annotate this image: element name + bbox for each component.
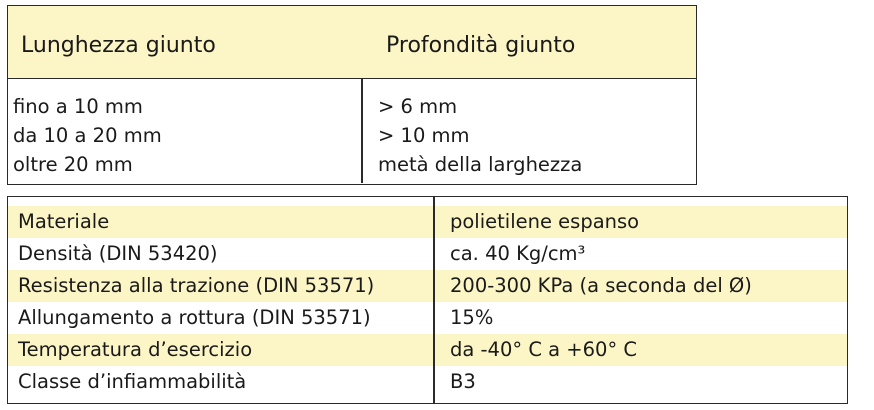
joint-length-cell: da 10 a 20 mm: [13, 124, 162, 147]
property-value: B3: [450, 370, 476, 393]
table-row: [8, 238, 847, 270]
table-row: [8, 302, 847, 334]
joint-table-divider: [361, 78, 363, 183]
joint-table-header: [8, 6, 696, 79]
property-name: Resistenza alla trazione (DIN 53571): [18, 274, 375, 297]
table-row: [8, 270, 847, 302]
table-row: [8, 334, 847, 366]
material-properties-table: [7, 196, 848, 404]
property-value: 15%: [450, 306, 494, 329]
property-name: Allungamento a rottura (DIN 53571): [18, 306, 371, 329]
joint-length-column: [13, 92, 162, 179]
joint-length-header: Lunghezza giunto: [21, 33, 216, 58]
joint-depth-cell: > 10 mm: [378, 124, 470, 147]
property-value: da -40° C a +60° C: [450, 338, 638, 361]
joint-length-cell: oltre 20 mm: [13, 153, 133, 176]
table-row: [8, 206, 847, 238]
property-name: Materiale: [18, 210, 110, 233]
joint-depth-header: Profondità giunto: [386, 33, 576, 58]
properties-table-divider: [433, 197, 435, 403]
property-value: ca. 40 Kg/cm³: [450, 242, 586, 265]
property-value: 200-300 KPa (a seconda del Ø): [450, 274, 752, 297]
joint-depth-cell: metà della larghezza: [378, 153, 583, 176]
joint-depth-column: [378, 92, 582, 179]
joint-depth-cell: > 6 mm: [378, 95, 458, 118]
property-name: Classe d’infiammabilità: [18, 370, 247, 393]
property-name: Temperatura d’esercizio: [18, 338, 253, 361]
property-name: Densità (DIN 53420): [18, 242, 218, 265]
joint-length-cell: fino a 10 mm: [13, 95, 143, 118]
property-value: polietilene espanso: [450, 210, 640, 233]
table-row: [8, 366, 847, 398]
